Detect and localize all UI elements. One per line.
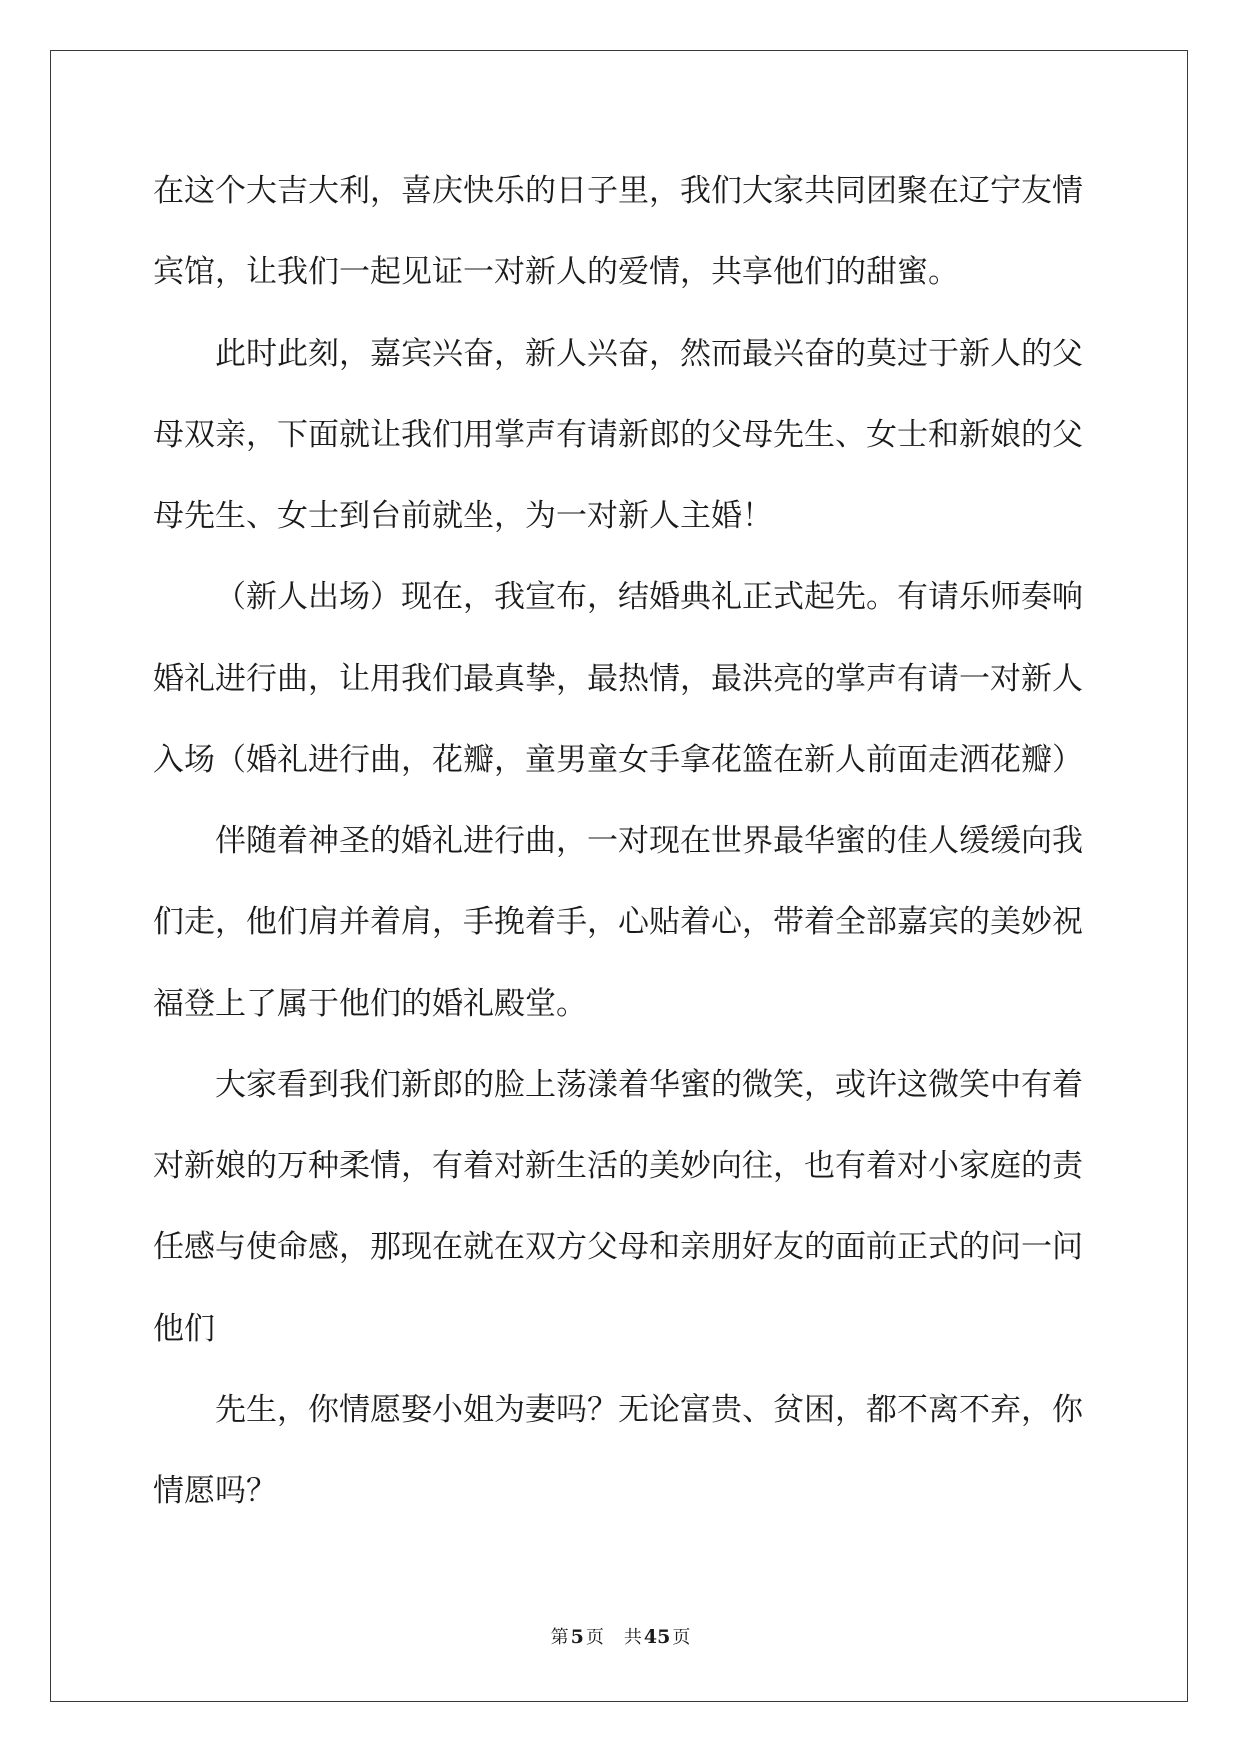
paragraph <box>153 151 1093 314</box>
page-footer <box>0 1624 1241 1651</box>
paragraph-line: 伴随着神圣的婚礼进行曲，一对现在世界最华蜜的佳人缓缓向我 <box>215 823 1083 859</box>
paragraph-line: （新人出场）现在，我宣布，结婚典礼正式起先。有请乐师奏响 <box>215 579 1083 616</box>
page-number-suffix: 页 <box>585 1627 604 1648</box>
total-pages-prefix: 共 <box>623 1627 642 1648</box>
document-body <box>153 151 1093 1532</box>
paragraph-line: 们走，他们肩并着肩，手挽着手，心贴着心，带着全部嘉宾的美妙祝 <box>153 904 1083 941</box>
page-number: 5 <box>570 1626 584 1648</box>
paragraph-line: 母先生、女士到台前就坐，为一对新人主婚！ <box>153 498 773 534</box>
paragraph-line: 任感与使命感，那现在就在双方父母和亲朋好友的面前正式的问一问 <box>153 1229 1083 1266</box>
paragraph-line: 福登上了属于他们的婚礼殿堂。 <box>153 985 587 1022</box>
paragraph <box>153 801 1093 1045</box>
paragraph-line: 母双亲，下面就让我们用掌声有请新郎的父母先生、女士和新娘的父 <box>153 416 1083 453</box>
paragraph <box>153 1370 1093 1533</box>
paragraph-line: 对新娘的万种柔情，有着对新生活的美妙向往，也有着对小家庭的责 <box>153 1148 1083 1184</box>
paragraph-line: 情愿吗？ <box>153 1473 277 1509</box>
paragraph-line: 宾馆，让我们一起见证一对新人的爱情，共享他们的甜蜜。 <box>153 254 959 291</box>
paragraph-line: 先生，你情愿娶小姐为妻吗？无论富贵、贫困，都不离不弃，你 <box>215 1391 1083 1428</box>
paragraph <box>153 314 1093 558</box>
paragraph <box>153 557 1093 801</box>
paragraph-line: 大家看到我们新郎的脸上荡漾着华蜜的微笑，或许这微笑中有着 <box>215 1066 1083 1103</box>
paragraph <box>153 1045 1093 1370</box>
paragraph-line: 此时此刻，嘉宾兴奋，新人兴奋，然而最兴奋的莫过于新人的父 <box>215 335 1083 372</box>
paragraph-line: 婚礼进行曲，让用我们最真挚，最热情，最洪亮的掌声有请一对新人 <box>153 660 1083 697</box>
paragraph-line: 他们 <box>153 1310 215 1347</box>
total-pages-suffix: 页 <box>672 1627 691 1648</box>
page-number-prefix: 第 <box>550 1627 569 1648</box>
paragraph-line: 入场（婚礼进行曲，花瓣，童男童女手拿花篮在新人前面走洒花瓣） <box>153 741 1083 778</box>
paragraph-line: 在这个大吉大利，喜庆快乐的日子里，我们大家共同团聚在辽宁友情 <box>153 173 1083 209</box>
total-pages: 45 <box>643 1626 671 1648</box>
